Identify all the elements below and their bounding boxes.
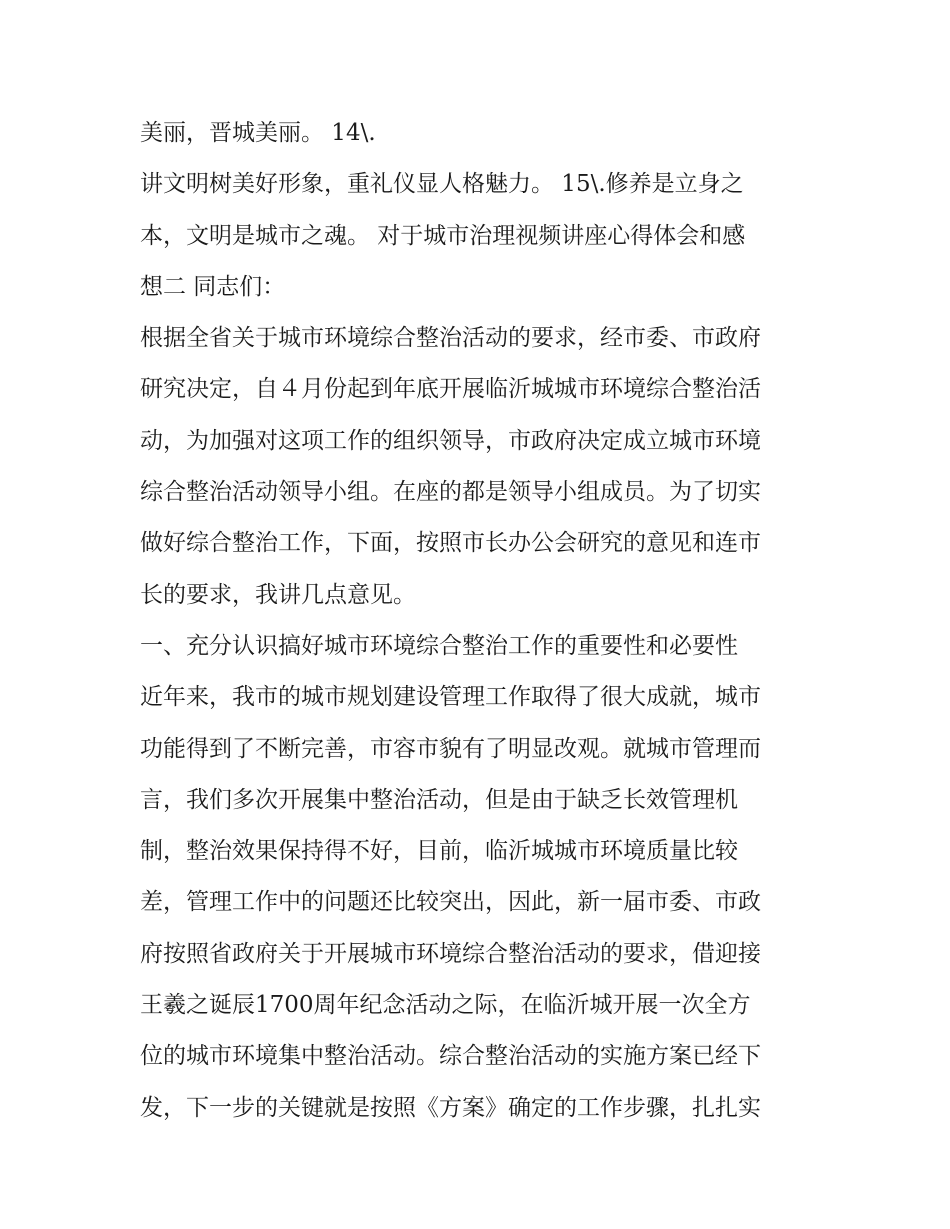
text-line-8: 综合整治活动领导小组。在座的都是领导小组成员。为了切实 [140, 479, 761, 506]
text-line-15: 制，整治效果保持得不好，目前，临沂城城市环境质量比较 [140, 838, 738, 865]
section-heading-1: 一、充分认识搞好城市环境综合整治工作的重要性和必要性 [140, 632, 738, 659]
text-line-16: 差，管理工作中的问题还比较突出，因此，新一届市委、市政 [140, 889, 761, 916]
text-line-17: 府按照省政府关于开展城市环境综合整治活动的要求，借迎接 [140, 940, 761, 967]
text-line-19: 位的城市环境集中整治活动。综合整治活动的实施方案已经下 [140, 1043, 761, 1070]
text-line-9: 做好综合整治工作，下面，按照市长办公会研究的意见和连市 [140, 530, 761, 557]
text-line-4: 想二 同志们： [140, 273, 286, 300]
text-line-12: 近年来，我市的城市规划建设管理工作取得了很大成就，城市 [140, 684, 761, 711]
text-line-18: 王羲之诞辰1700周年纪念活动之际，在临沂城开展一次全方 [140, 992, 751, 1019]
text-line-10: 长的要求，我讲几点意见。 [140, 581, 416, 608]
text-line-3: 本，文明是城市之魂。 对于城市治理视频讲座心得体会和感 [140, 222, 746, 249]
text-line-1: 美丽，晋城美丽。 14\. [140, 120, 376, 146]
text-line-6: 研究决定，自４月份起到年底开展临沂城城市环境综合整治活 [140, 376, 761, 403]
text-line-13: 功能得到了不断完善，市容市貌有了明显改观。就城市管理而 [140, 735, 761, 762]
text-line-2: 讲文明树美好形象，重礼仪显人格魅力。 15\.修养是立身之 [140, 171, 744, 198]
text-line-14: 言，我们多次开展集中整治活动，但是由于缺乏长效管理机 [140, 786, 738, 813]
document-body [140, 108, 820, 1134]
text-line-5: 根据全省关于城市环境综合整治活动的要求，经市委、市政府 [140, 325, 761, 352]
text-line-7: 动，为加强对这项工作的组织领导，市政府决定成立城市环境 [140, 427, 761, 454]
text-line-20: 发，下一步的关键就是按照《方案》确定的工作步骤，扎扎实 [140, 1094, 761, 1121]
